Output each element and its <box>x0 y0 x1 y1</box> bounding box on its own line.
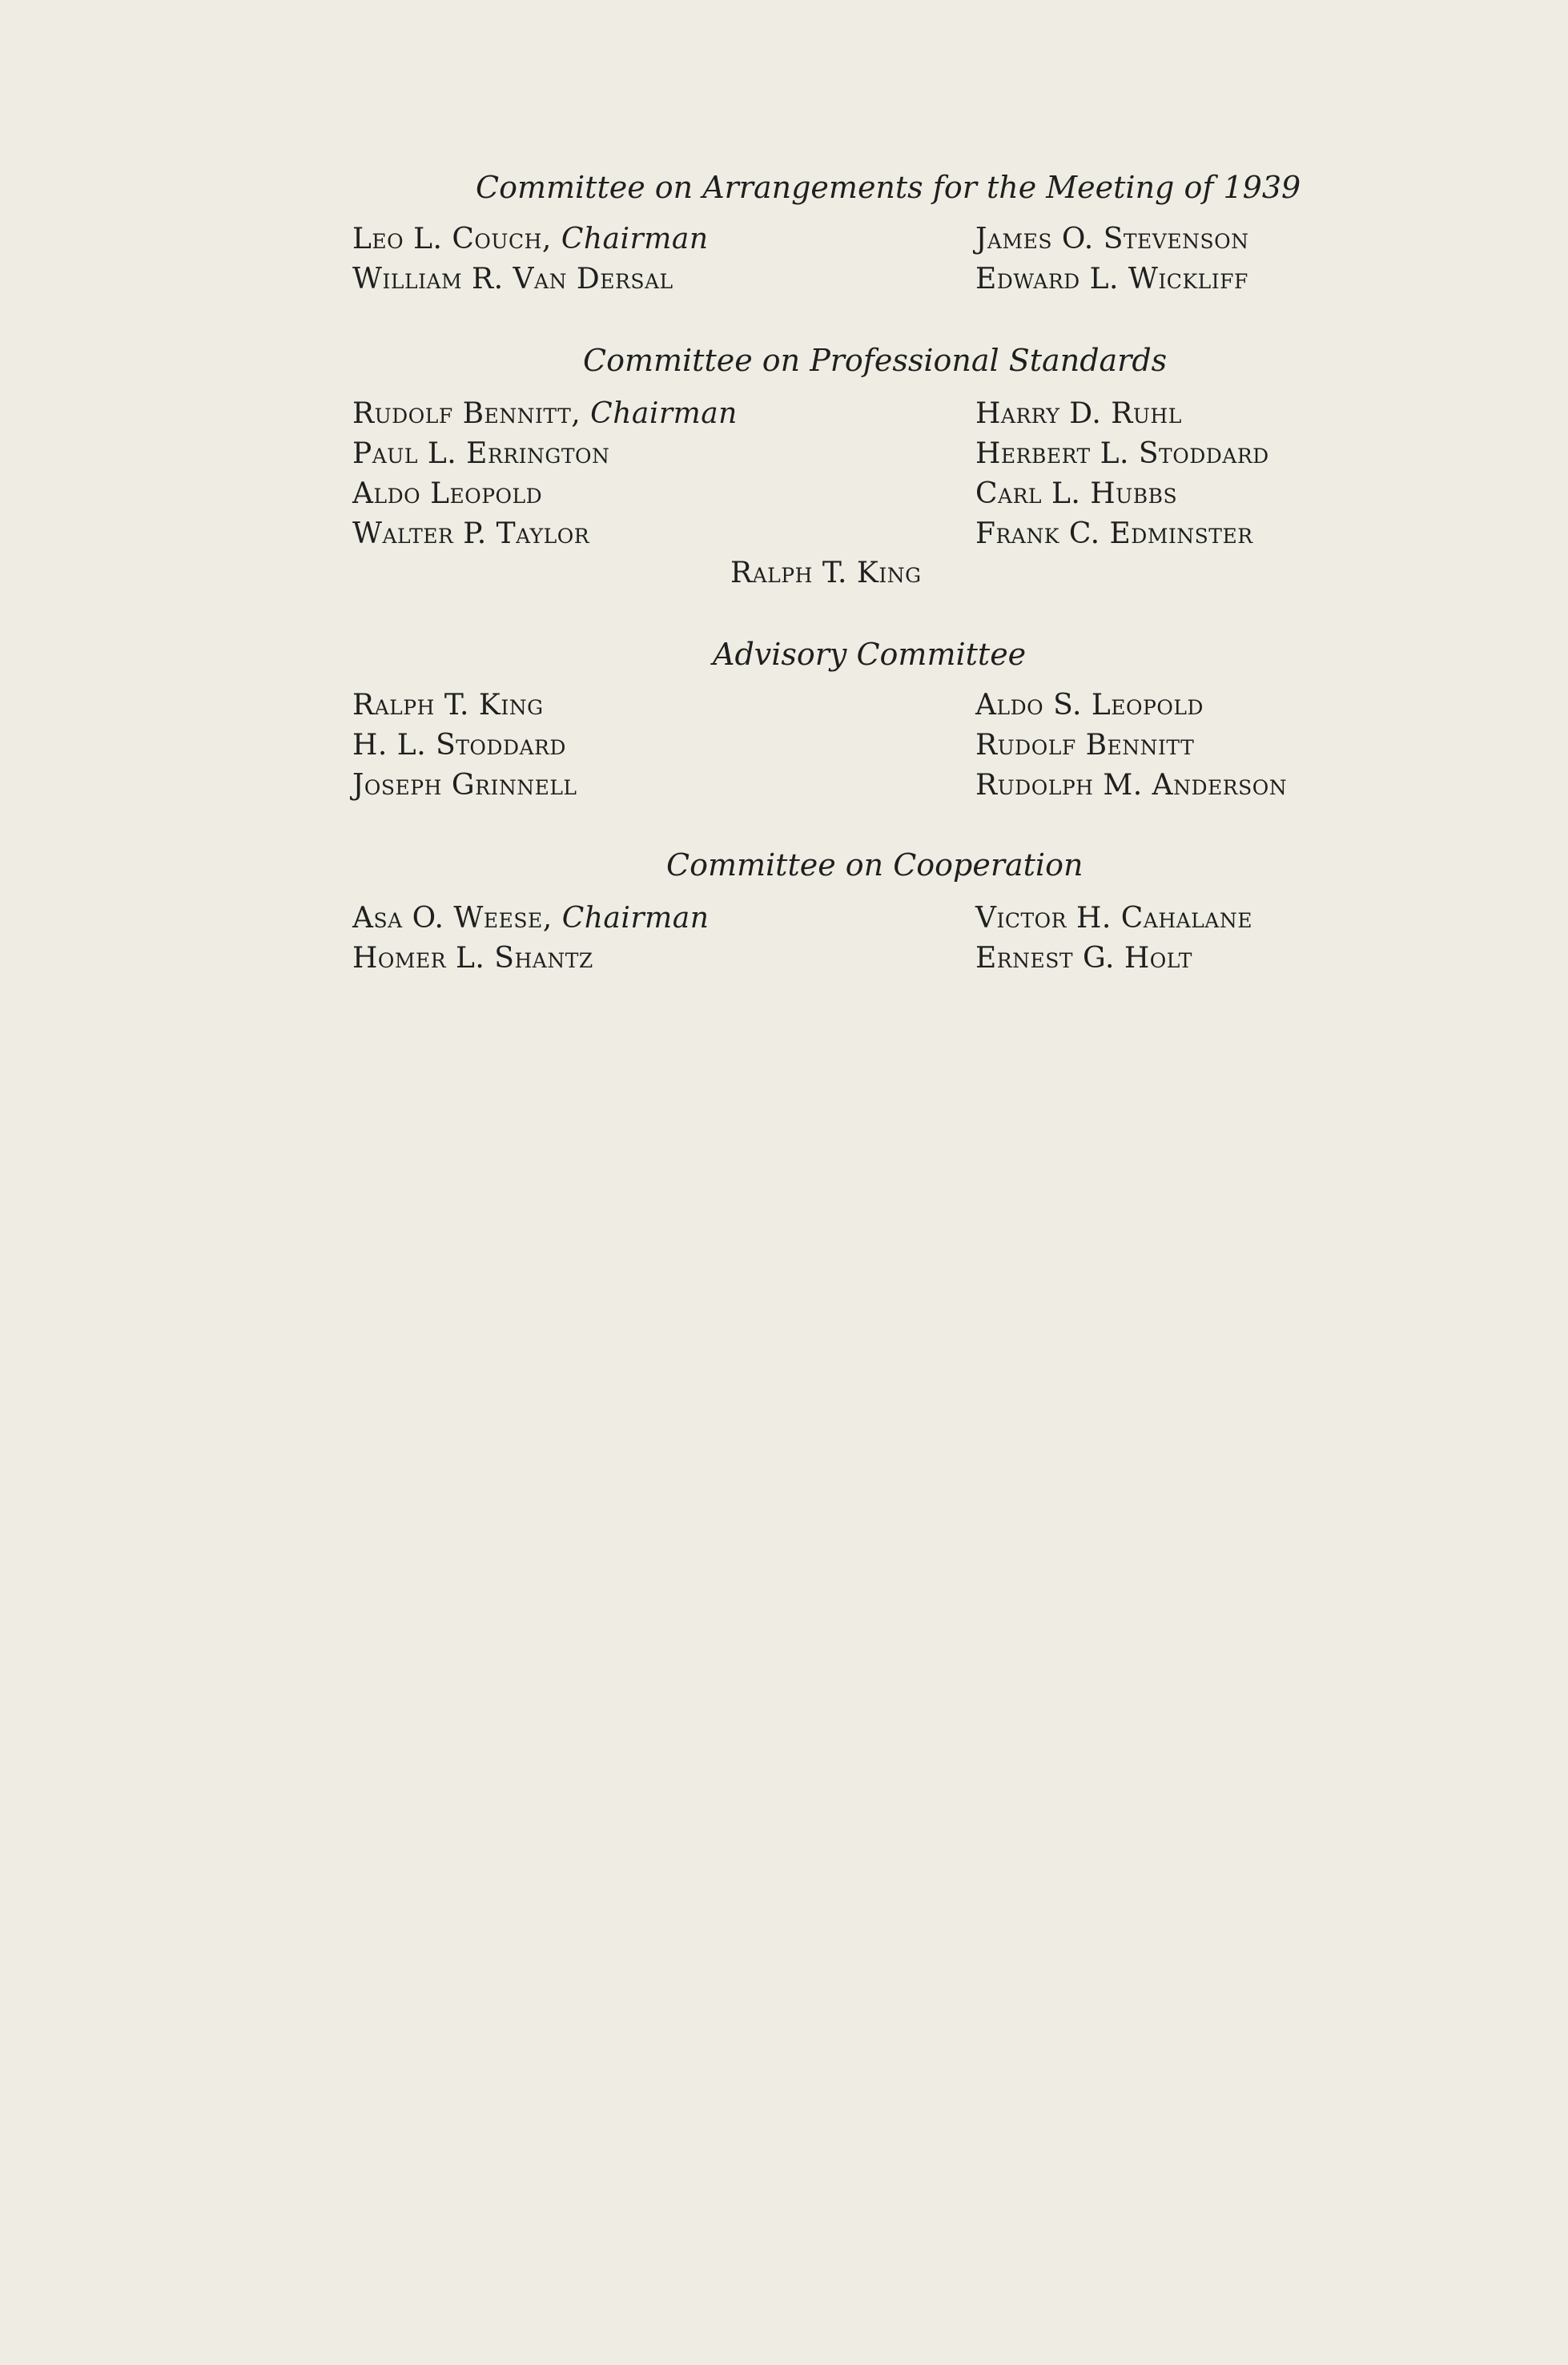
member-right-2: Rudolf Bennitt <box>975 729 1195 762</box>
member-left-3: Joseph Grinnell <box>352 769 577 802</box>
member-right-3: Carl L. Hubbs <box>975 477 1178 510</box>
member-left-4: Walter P. Taylor <box>352 517 590 550</box>
member-name: Rudolf Bennitt, <box>352 397 581 430</box>
member-left-1 <box>352 899 709 938</box>
member-left-2: H. L. Stoddard <box>352 729 566 762</box>
member-left-1 <box>352 395 738 433</box>
member-left-3: Aldo Leopold <box>352 477 543 510</box>
section-heading-cooperation: Committee on Cooperation <box>666 847 1084 883</box>
member-left-2 <box>352 260 673 299</box>
member-center: Ralph T. King <box>730 557 922 589</box>
member-right-1: James O. Stevenson <box>975 223 1249 255</box>
section-heading-professional-standards: Committee on Professional Standards <box>583 343 1168 378</box>
member-role: Chairman <box>590 397 738 430</box>
member-left-2: Paul L. Errington <box>352 437 610 470</box>
member-left-1: Ralph T. King <box>352 689 544 722</box>
member-right-2: Ernest G. Holt <box>975 942 1192 975</box>
member-right-3: Rudolph M. Anderson <box>975 769 1288 802</box>
member-role: Chairman <box>561 902 710 935</box>
section-heading-advisory: Advisory Committee <box>713 637 1027 672</box>
member-right-2: Edward L. Wickliff <box>975 263 1248 296</box>
member-right-1: Victor H. Cahalane <box>975 902 1252 935</box>
member-right-2: Herbert L. Stoddard <box>975 437 1269 470</box>
member-name: Leo L. Couch, <box>352 223 552 255</box>
member-right-4: Frank C. Edminster <box>975 517 1253 550</box>
member-right-1: Harry D. Ruhl <box>975 397 1182 430</box>
member-name: Asa O. Weese, <box>352 902 553 935</box>
section-heading-arrangements: Committee on Arrangements for the Meeting of 1939 <box>476 170 1301 205</box>
member-role: Chairman <box>561 223 709 255</box>
member-left-2: Homer L. Shantz <box>352 942 593 975</box>
member-right-1: Aldo S. Leopold <box>975 689 1204 722</box>
member-name: William R. Van Dersal <box>352 263 673 296</box>
member-left-1 <box>352 220 709 259</box>
